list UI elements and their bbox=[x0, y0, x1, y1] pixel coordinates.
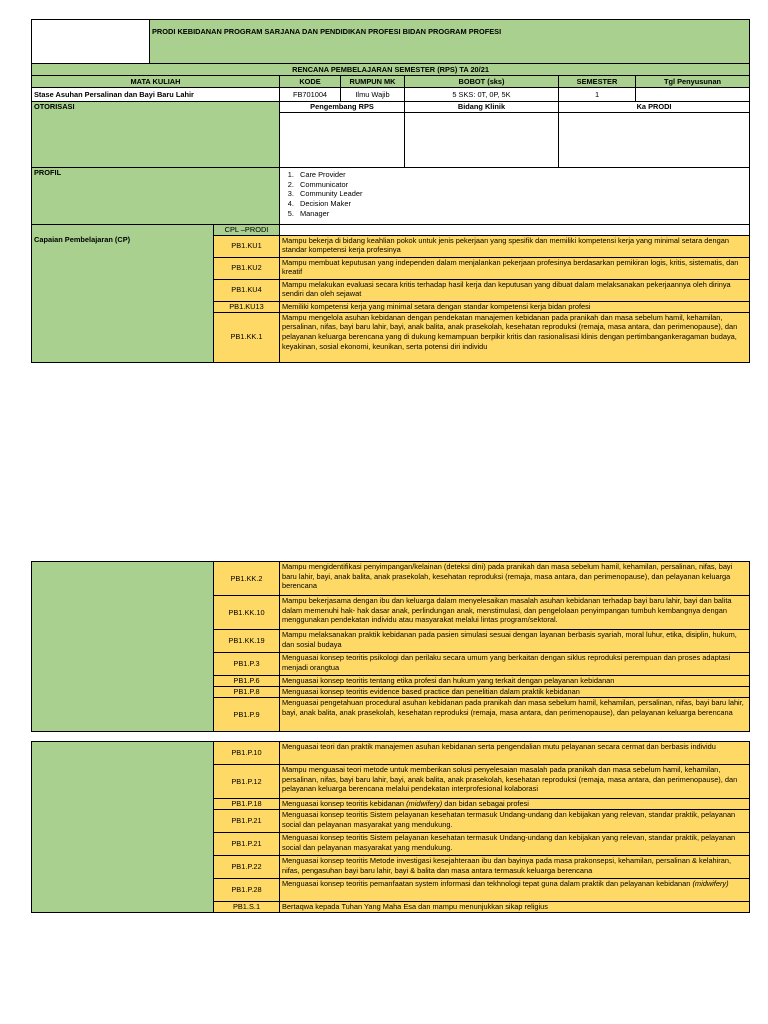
cpl-description bbox=[280, 799, 750, 810]
cp-label-continued bbox=[32, 562, 214, 732]
rps-header-table bbox=[31, 19, 750, 363]
cpl-description: Mampu membuat keputusan yang independen dalam menjalankan pekerjaan profesinya berdasarkan pemikiran logis, kritis, sistematis, dan kreatif bbox=[280, 257, 750, 279]
cpl-code: PB1.P.6 bbox=[214, 676, 280, 687]
mata-kuliah-value: Stase Asuhan Persalinan dan Bayi Baru Lahir bbox=[32, 88, 280, 102]
rps-title: RENCANA PEMBELAJARAN SEMESTER (RPS) TA 20/21 bbox=[32, 64, 750, 76]
ka-prodi-signature bbox=[559, 113, 750, 168]
profil-item: 3. Community Leader bbox=[296, 189, 747, 199]
profil-item: 2. Communicator bbox=[296, 180, 747, 190]
cpl-text-italic: (midwifery) bbox=[692, 879, 729, 888]
bidang-klinik-signature bbox=[405, 113, 559, 168]
cpl-description bbox=[280, 879, 750, 902]
semester-value: 1 bbox=[559, 88, 636, 102]
cpl-description: Bertaqwa kepada Tuhan Yang Maha Esa dan mampu menunjukkan sikap religius bbox=[280, 902, 750, 913]
cpl-code: PB1.KK.10 bbox=[214, 596, 280, 630]
cpl-text-italic: (midwifery) bbox=[406, 799, 443, 808]
profil-label: PROFIL bbox=[32, 168, 280, 225]
semester-label: SEMESTER bbox=[559, 76, 636, 88]
pengembang-label: Pengembang RPS bbox=[280, 102, 405, 113]
tgl-value bbox=[636, 88, 750, 102]
otorisasi-label: OTORISASI bbox=[32, 102, 280, 168]
pengembang-signature bbox=[280, 113, 405, 168]
cpl-description: Menguasai teori dan praktik manajemen asuhan kebidanan serta pengendalian mutu pelayanan secara cermat dan berbasis individu bbox=[280, 742, 750, 765]
cpl-header-blank bbox=[280, 225, 750, 236]
cpl-description: Menguasai konsep teoritis psikologi dan perilaku secara umum yang berkaitan dengan siklus reproduksi perempuan dan proses adaptasi menjadi orangtua bbox=[280, 653, 750, 676]
cpl-prodi-header: CPL –PRODI bbox=[214, 225, 280, 236]
cpl-description: Menguasai pengetahuan procedural asuhan kebidanan pada pranikah dan masa sebelum hamil, kehamilan, persalinan, nifas, bayi baru lahir, bayi, anak balita, anak prasekolah, kesehatan reproduksi (remaja, masa antara, dan perimenopause), dan pelayanan keluarga berencana bbox=[280, 698, 750, 732]
cpl-description: Menguasai konsep teoritis evidence based practice dan penelitian dalam praktik kebidanan bbox=[280, 687, 750, 698]
kode-label: KODE bbox=[280, 76, 341, 88]
cpl-code: PB1.S.1 bbox=[214, 902, 280, 913]
cpl-code: PB1.P.3 bbox=[214, 653, 280, 676]
cpl-code: PB1.P.9 bbox=[214, 698, 280, 732]
cpl-code: PB1.P.21 bbox=[214, 833, 280, 856]
cpl-code: PB1.KK.19 bbox=[214, 630, 280, 653]
cpl-text-pre: Menguasai konsep teoritis pemanfaatan system informasi dan tekhnologi tepat guna dalam praktik dan pelayanan kebidanan bbox=[282, 879, 693, 888]
cpl-code: PB1.P.18 bbox=[214, 799, 280, 810]
profil-item: 4. Decision Maker bbox=[296, 199, 747, 209]
cpl-code: PB1.P.12 bbox=[214, 765, 280, 799]
mata-kuliah-label: MATA KULIAH bbox=[32, 76, 280, 88]
cpl-code: PB1.P.21 bbox=[214, 810, 280, 833]
cpl-description: Mampu mengidentifikasi penyimpangan/kelainan (deteksi dini) pada pranikah dan masa sebelum hamil, kehamilan, persalinan, nifas, bayi baru lahir, bayi, anak balita, anak prasekolah, kesehatan reproduksi (remaja, masa antara, dan perimenopause), dan pelayanan keluarga berencana bbox=[280, 562, 750, 596]
cp-label-continued bbox=[32, 742, 214, 913]
cpl-code: PB1.KU4 bbox=[214, 279, 280, 301]
cpl-code: PB1.KU2 bbox=[214, 257, 280, 279]
prodi-title: PRODI KEBIDANAN PROGRAM SARJANA DAN PENDIDIKAN PROFESI BIDAN PROGRAM PROFESI bbox=[150, 20, 750, 64]
cpl-code: PB1.P.10 bbox=[214, 742, 280, 765]
cpl-description: Mampu bekerja di bidang keahlian pokok untuk jenis pekerjaan yang spesifik dan memiliki kompetensi kerja yang minimal setara dengan standar kompetensi kerja profesinya bbox=[280, 235, 750, 257]
cpl-description: Mampu mengelola asuhan kebidanan dengan pendekatan manajemen kebidanan pada pranikah dan masa sebelum hamil, kehamilan, persalinan, nifas, bayi baru lahir, bayi, anak balita, anak prasekolah, kesehatan reproduksi (remaja, masa antara, dan perimenopause), dan pelayanan keluarga berencana yang di dukung kemampuan berpikir kritis dan rasionalisasi klinis dengan pertimbangankeragaman budaya, keyakinan, sosial ekonomi, keunikan, serta potensi diri individu bbox=[280, 312, 750, 362]
cpl-description: Menguasai konsep teoritis Metode investigasi kesejahteraan ibu dan bayinya pada masa prakonsepsi, kehamilan, persalinan & kelahiran, nifas, pengasuhan bayi baru lahir, bayi & balita dan masa antara termasuk keluarga berencana bbox=[280, 856, 750, 879]
cpl-description: Mampu melakukan evaluasi secara kritis terhadap hasil kerja dan keputusan yang dibuat dalam melaksanakan pekerjaannya oleh dirinya sendiri dan oleh sejawat bbox=[280, 279, 750, 301]
cpl-description: Memiliki kompetensi kerja yang minimal setara dengan standar kompetensi kerja bidan profesi bbox=[280, 301, 750, 312]
cpl-text-pre: Menguasai konsep teoritis kebidanan bbox=[282, 799, 407, 808]
profil-item: 1. Care Provider bbox=[296, 170, 747, 180]
cpl-code: PB1.P.28 bbox=[214, 879, 280, 902]
cpl-code: PB1.KU13 bbox=[214, 301, 280, 312]
cpl-code: PB1.P.8 bbox=[214, 687, 280, 698]
cpl-table-continued bbox=[31, 561, 750, 732]
cpl-description: Menguasai konsep teoritis Sistem pelayanan kesehatan termasuk Undang-undang dan kebijakan yang relevan, standar praktik, pelayanan social dan pelayanan masyarakat yang mendukung. bbox=[280, 810, 750, 833]
cpl-code: PB1.KU1 bbox=[214, 235, 280, 257]
cpl-description: Menguasai konsep teoritis tentang etika profesi dan hukum yang terkait dengan pelayanan kebidanan bbox=[280, 676, 750, 687]
rumpun-value: Ilmu Wajib bbox=[341, 88, 405, 102]
cpl-description: Mampu bekerjasama dengan ibu dan keluarga dalam menyelesaikan masalah asuhan kebidanan terhadap bayi baru lahir, bayi dan balita dalam memenuhi hak- hak dasar anak, perlindungan anak, menstimulasi, dan pengelolaan penyimpangan tumbuh kembangnya dengan menggunakan pendekatan individu atau masyarakat melalui lintas program/sektoral. bbox=[280, 596, 750, 630]
cpl-description: Menguasai konsep teoritis Sistem pelayanan kesehatan termasuk Undang-undang dan kebijakan yang relevan, standar praktik, pelayanan social dan pelayanan masyarakat yang mendukung. bbox=[280, 833, 750, 856]
profil-item: 5. Manager bbox=[296, 209, 747, 219]
rumpun-label: RUMPUN MK bbox=[341, 76, 405, 88]
cpl-table-continued-2 bbox=[31, 741, 750, 913]
cpl-description: Mampu menguasai teori metode untuk memberikan solusi penyelesaian masalah pada pranikah dan masa sebelum hamil, kehamilan, persalinan, nifas, bayi baru lahir, bayi, anak balita, anak prasekolah, kesehatan reproduksi (remaja, masa antara, dan perimenopause), dan pelayanan keluarga berencana melalui pendekatan interprofesional kolaborasi bbox=[280, 765, 750, 799]
cpl-code: PB1.KK.2 bbox=[214, 562, 280, 596]
cpl-code: PB1.P.22 bbox=[214, 856, 280, 879]
logo-cell bbox=[32, 20, 150, 64]
bidang-klinik-label: Bidang Klinik bbox=[405, 102, 559, 113]
cpl-text-post: dan bidan sebagai profesi bbox=[442, 799, 529, 808]
cp-label: Capaian Pembelajaran (CP) bbox=[32, 225, 214, 363]
profil-list bbox=[280, 168, 750, 225]
bobot-value: 5 SKS: 0T, 0P, 5K bbox=[405, 88, 559, 102]
tgl-label: Tgl Penyusunan bbox=[636, 76, 750, 88]
cpl-code: PB1.KK.1 bbox=[214, 312, 280, 362]
kode-value: FB701004 bbox=[280, 88, 341, 102]
ka-prodi-label: Ka PRODI bbox=[559, 102, 750, 113]
cpl-description: Mampu melaksanakan praktik kebidanan pada pasien simulasi sesuai dengan layanan berbasis syariah, moral luhur, etika, disiplin, hukum, dan sosial budaya bbox=[280, 630, 750, 653]
bobot-label: BOBOT (sks) bbox=[405, 76, 559, 88]
